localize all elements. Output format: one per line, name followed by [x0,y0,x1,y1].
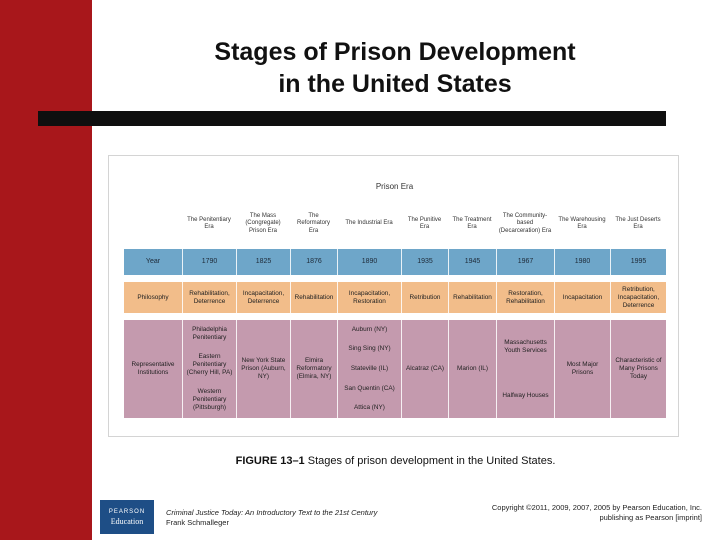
institution-name: Characteristic of Many Prisons Today [615,357,662,380]
year-cell: 1945 [448,249,496,275]
year-cell: 1935 [401,249,448,275]
author-name: Frank Schmalleger [166,518,229,527]
institution-name: Most Major Prisons [566,361,599,376]
institution-name: Halfway Houses [502,391,549,399]
era-label: The Warehousing Era [558,216,606,230]
era-label: The Mass (Congregate) Prison Era [245,212,281,234]
institutions-row [124,320,666,418]
institution-name: San Quentin (CA) [344,384,395,392]
pearson-logo [100,500,154,534]
institutions-cell [554,320,610,418]
philosophy-cell: Rehabilitation [448,282,496,313]
institutions-cell [496,320,554,418]
era-label: The Reformatory Era [296,212,330,234]
copyright-line-1: Copyright ©2011, 2009, 2007, 2005 by Pearson Education, Inc. [491,503,702,512]
book-title: Criminal Justice Today: An Introductory Text to the 21st Century [166,508,378,517]
philosophy-cell: Incapacitation, Deterrence [236,282,290,313]
philosophy-cell: Retribution, Incapacitation, Deterrence [610,282,666,313]
logo-bottom-text: Education [110,516,144,526]
side-accent-bar [0,0,92,540]
institutions-cell [182,320,236,418]
institutions-cell [448,320,496,418]
institution-name: Philadelphia Penitentiary [192,325,227,341]
institution-name: Marion (IL) [457,365,488,372]
institution-name: Western Penitentiary (Pittsburgh) [192,388,227,412]
institution-name: Attica (NY) [354,404,385,412]
philosophy-cell: Rehabilitation [290,282,337,313]
institutions-cell [401,320,448,418]
philosophy-row-label: Philosophy [137,293,169,301]
year-cell: 1890 [337,249,401,275]
institution-name: Eastern Penitentiary (Cherry Hill, PA) [186,352,233,376]
figure-caption-label: FIGURE 13–1 [235,455,305,467]
institution-name: New York State Prison (Auburn, NY) [241,357,286,380]
institutions-cell [236,320,290,418]
philosophy-cell: Incapacitation, Restoration [337,282,401,313]
year-cell: 1967 [496,249,554,275]
figure-heading: Prison Era [375,182,414,191]
era-label: The Industrial Era [345,220,393,227]
logo-top-text: PEARSON [108,508,146,515]
era-label: The Just Deserts Era [615,216,661,230]
slide-title [120,36,670,100]
year-cell: 1825 [236,249,290,275]
era-label: The Treatment Era [452,216,492,230]
slide-title-line-1: Stages of Prison Development [214,38,576,66]
institution-name: Alcatraz (CA) [406,365,444,372]
era-header-row [182,204,666,244]
title-divider [38,111,666,126]
philosophy-cell: Incapacitation [554,282,610,313]
era-label: The Community-based (Decarceration) Era [498,212,552,234]
prison-era-figure [108,155,679,437]
institutions-cell [337,320,401,418]
institutions-cell [610,320,666,418]
philosophy-cell: Restoration, Rehabilitation [496,282,554,313]
year-cell: 1790 [182,249,236,275]
institutions-cell [290,320,337,418]
philosophy-cell: Rehabilitation, Deterrence [182,282,236,313]
year-cell: 1876 [290,249,337,275]
copyright-line-2: publishing as Pearson [imprint] [599,513,702,522]
institution-name: Auburn (NY) [351,325,388,333]
slide-title-line-2: in the United States [278,70,512,98]
year-row-label: Year [145,258,161,265]
year-cell: 1995 [610,249,666,275]
era-label: The Penitentiary Era [187,216,231,230]
year-row [124,249,666,275]
institution-name: Sing Sing (NY) [348,345,391,353]
philosophy-row [124,282,666,313]
figure-caption-text: Stages of prison development in the United States. [304,455,556,467]
book-credit [166,508,377,528]
era-label: The Punitive Era [407,216,442,230]
institutions-row-label: Representative Institutions [131,361,175,376]
figure-caption [110,455,681,467]
institution-name: Elmira Reformatory (Elmira, NY) [296,357,332,380]
institution-name: Massachusetts Youth Services [504,338,547,354]
philosophy-cell: Retribution [401,282,448,313]
year-cell: 1980 [554,249,610,275]
institution-name: Stateville (IL) [350,364,389,372]
copyright-notice [430,503,702,523]
